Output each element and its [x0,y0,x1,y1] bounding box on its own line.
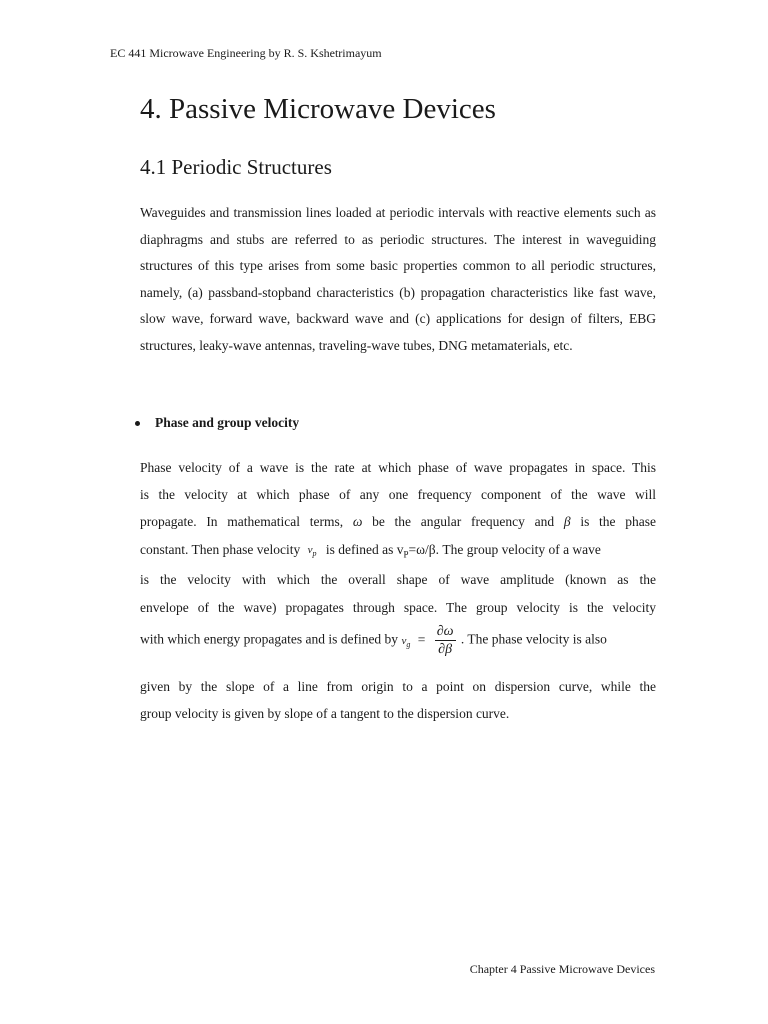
para2-line: group velocity is given by slope of a tangent to the dispersion curve. [140,706,510,721]
bullet-icon [135,421,140,426]
phase-velocity-symbol [307,544,317,559]
para2-line: is the velocity with which the overall shape of wave amplitude (known as the [140,572,656,587]
symbol-subscript: P [403,549,409,560]
para2-line [140,514,656,530]
symbol-v: v [401,634,407,647]
text-fragment: =ω/β. The group velocity of a wave [408,542,601,557]
text-fragment: constant. Then phase velocity [140,542,301,557]
bullet-label: Phase and group velocity [155,415,300,430]
equals-sign: = [417,631,426,647]
para2-line [140,623,656,658]
para2-line: envelope of the wave) propagates through space. The group velocity is the velocity [140,600,656,615]
fraction-denominator: ∂β [438,642,453,657]
text-fragment: be the angular frequency and [372,514,555,529]
para2-line: is the velocity at which phase of any one frequency component of the wave will [140,487,656,502]
para2-line: given by the slope of a line from origin to a point on dispersion curve, while the [140,679,656,694]
text-fragment: with which energy propagates and is defined by [140,631,399,647]
section-title: 4.1 Periodic Structures [140,155,332,179]
text-fragment: propagate. In mathematical terms, [140,514,344,529]
omega-symbol: ω [352,514,363,529]
beta-symbol: β [563,514,571,529]
text-fragment: . The phase velocity is also [460,631,607,647]
symbol-subscript: g [406,639,411,649]
intro-paragraph: Waveguides and transmission lines loaded at periodic intervals with reactive elements such as diaphragms and stubs are referred to as periodic structures. The interest in waveguiding structures of this type arises from some basic properties common to all periodic structures, namely, (a) passband-stopband characteristics (b) propagation characteristics like fast wave, slow wave, forward wave, backward wave and (c) applications for design of filters, EBG structures, leaky-wave antennas, traveling-wave tubes, DNG metamaterials, etc. [140,205,656,353]
running-footer: Chapter 4 Passive Microwave Devices [469,962,655,976]
running-header: EC 441 Microwave Engineering by R. S. Kshetrimayum [110,46,382,60]
group-velocity-symbol [401,635,410,647]
para2-line [140,542,656,560]
text-fragment: is the phase [580,514,656,529]
para2-line: Phase velocity of a wave is the rate at which phase of wave propagates in space. This [140,460,656,475]
symbol-v: v [307,544,313,556]
fraction-numerator: ∂ω [436,624,454,639]
chapter-title: 4. Passive Microwave Devices [140,93,496,125]
symbol-subscript: p [312,549,317,559]
bullet-item [135,415,299,431]
text-fragment: is defined as v [325,542,404,557]
derivative-fraction [435,623,456,658]
